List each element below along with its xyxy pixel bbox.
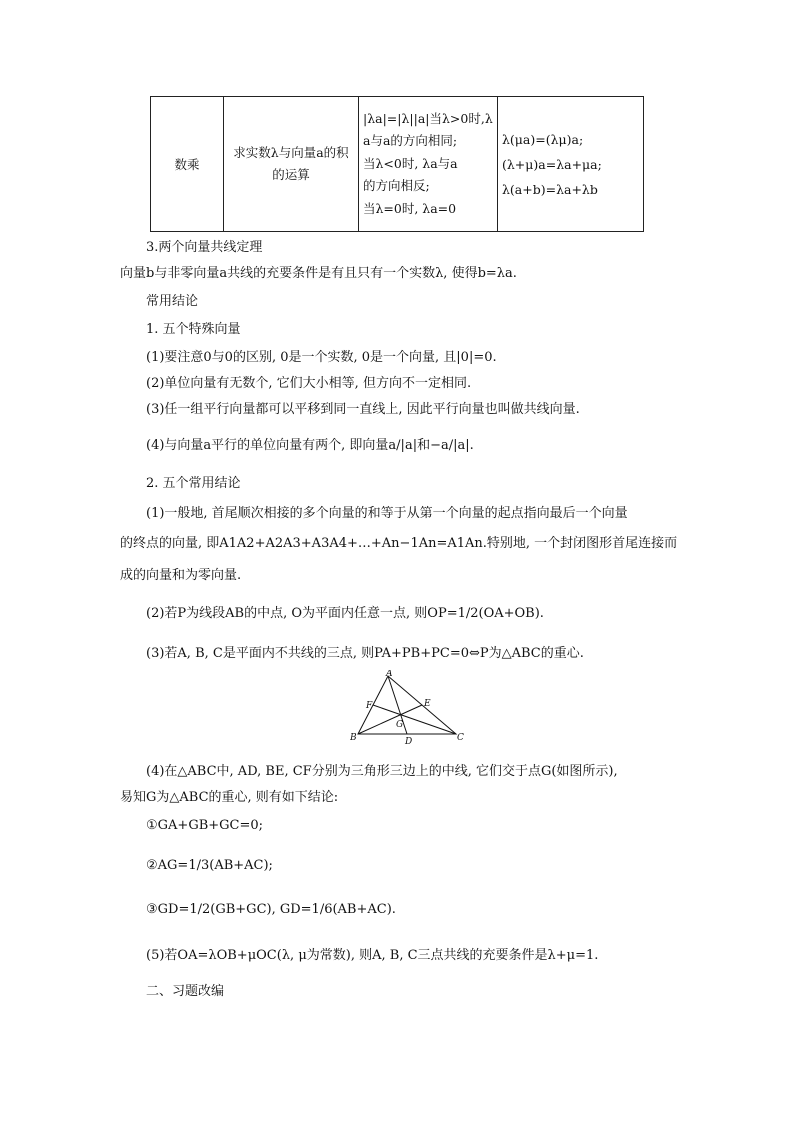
- result-2: ②AG=1/3(AB+AC);: [146, 858, 273, 873]
- rule-line: 的方向相反;: [363, 178, 430, 194]
- heading-common-conclusions: 2. 五个常用结论: [146, 476, 241, 491]
- rule-line: |λa|=|λ||a|当λ>0时,λ: [363, 110, 493, 126]
- section-3-title: 3.两个向量共线定理: [146, 240, 263, 255]
- operation-table: [150, 96, 644, 232]
- conclusion-1-line-3: 成的向量和为零向量.: [120, 568, 242, 583]
- section-2-title: 二、习题改编: [146, 984, 225, 999]
- rule-line: a与a的方向相同;: [363, 133, 458, 149]
- result-1: ①GA+GB+GC=0;: [146, 818, 264, 833]
- op-laws: [498, 97, 644, 232]
- special-vector-4: (4)与向量a平行的单位向量有两个, 即向量a/|a|和−a/|a|.: [146, 438, 474, 453]
- label-b: B: [350, 733, 357, 743]
- conclusion-2: (2)若P为线段AB的中点, O为平面内任意一点, 则OP=1/2(OA+OB).: [146, 606, 544, 621]
- collinear-theorem: 向量b与非零向量a共线的充要条件是有且只有一个实数λ, 使得b=λa.: [120, 266, 517, 281]
- heading-special-vectors: 1. 五个特殊向量: [146, 322, 241, 337]
- label-f: F: [366, 701, 373, 711]
- rule-line: 当λ<0时, λa与a: [363, 155, 458, 171]
- op-rule: [359, 97, 498, 232]
- label-g: G: [396, 720, 404, 730]
- triangle-figure: [350, 670, 466, 746]
- op-definition: 求实数λ与向量a的积的运算: [224, 97, 359, 232]
- special-vector-1: (1)要注意0与0的区别, 0是一个实数, 0是一个向量, 且|0|=0.: [146, 350, 497, 365]
- conclusion-1-line-2: 的终点的向量, 即A1A2+A2A3+A3A4+…+An−1An=A1An.特别地, 一个封闭图形首尾连接而: [120, 536, 678, 551]
- conclusion-1-line-1: (1)一般地, 首尾顺次相接的多个向量的和等于从第一个向量的起点指向最后一个向量: [146, 506, 628, 521]
- law-line: λ(μa)=(λμ)a;: [502, 131, 584, 147]
- label-e: E: [424, 699, 431, 709]
- law-line: λ(a+b)=λa+λb: [502, 181, 598, 197]
- conclusion-4-line-1: (4)在△ABC中, AD, BE, CF分别为三角形三边上的中线, 它们交于点G(如图所示),: [146, 764, 618, 779]
- conclusion-4-line-2: 易知G为△ABC的重心, 则有如下结论:: [120, 790, 339, 805]
- rule-line: 当λ=0时, λa=0: [363, 200, 457, 216]
- result-3: ③GD=1/2(GB+GC), GD=1/6(AB+AC).: [146, 902, 396, 917]
- special-vector-3: (3)任一组平行向量都可以平移到同一直线上, 因此平行向量也叫做共线向量.: [146, 402, 580, 417]
- label-d: D: [405, 737, 413, 746]
- triangle-abc: [358, 676, 456, 734]
- label-c: C: [457, 733, 464, 743]
- label-a: A: [386, 670, 393, 679]
- conclusion-5: (5)若OA=λOB+μOC(λ, μ为常数), 则A, B, C三点共线的充要条件是λ+μ=1.: [146, 948, 599, 963]
- conclusion-3: (3)若A, B, C是平面内不共线的三点, 则PA+PB+PC=0⇔P为△ABC的重心.: [146, 646, 584, 661]
- law-line: (λ+μ)a=λa+μa;: [502, 156, 602, 172]
- common-conclusions-title: 常用结论: [146, 294, 199, 309]
- median-cf: [373, 705, 456, 734]
- special-vector-2: (2)单位向量有无数个, 它们大小相等, 但方向不一定相同.: [146, 376, 472, 391]
- op-name: 数乘: [151, 97, 224, 232]
